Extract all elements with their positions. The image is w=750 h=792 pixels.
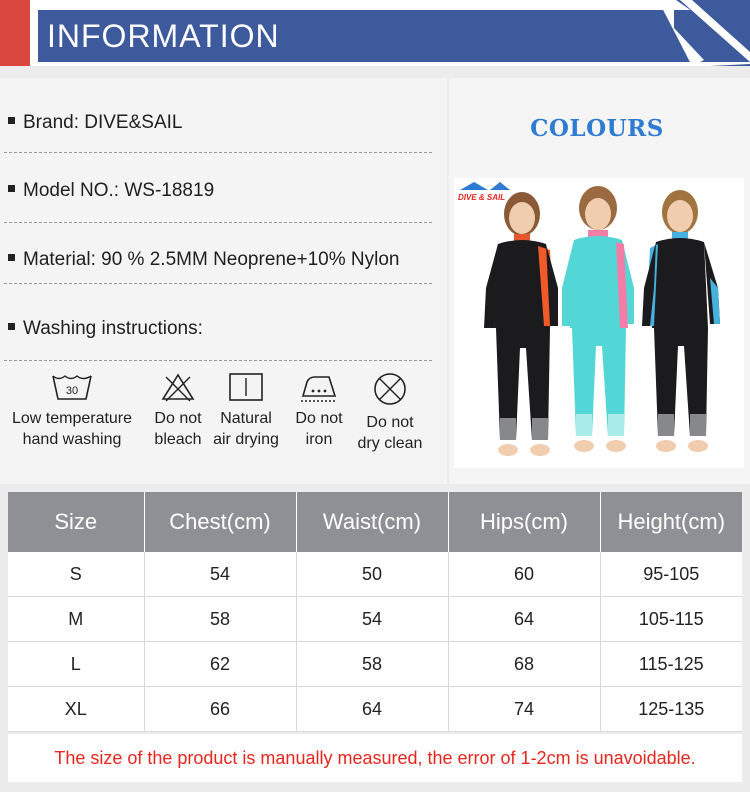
cell-size: L <box>8 642 144 687</box>
cell-waist: 54 <box>296 597 448 642</box>
shark-logo-icon <box>460 182 488 190</box>
wetsuit-aqua-pink <box>562 186 634 452</box>
no-iron-icon <box>299 372 339 402</box>
cell-hips: 74 <box>448 687 600 732</box>
bullet-icon <box>8 185 15 192</box>
header-height: Height(cm) <box>600 492 742 552</box>
table-row <box>8 597 742 642</box>
header-chest: Chest(cm) <box>144 492 296 552</box>
wash-temp-label: 30 <box>65 385 79 397</box>
care-label-line1: Do not <box>154 410 202 427</box>
header-hips: Hips(cm) <box>448 492 600 552</box>
care-no-bleach <box>148 372 208 450</box>
brand-row <box>8 112 433 134</box>
header-waist: Waist(cm) <box>296 492 448 552</box>
size-table-header <box>8 492 742 552</box>
banner-red-accent <box>0 0 30 66</box>
wash-30-icon <box>50 372 94 402</box>
divider <box>4 283 432 284</box>
wetsuit-kids-illustration <box>454 178 744 468</box>
product-photo <box>454 178 744 468</box>
measurement-note: The size of the product is manually measured, the error of 1-2cm is unavoidable. <box>8 734 742 782</box>
care-label-line2: air drying <box>213 431 279 448</box>
cell-size: S <box>8 552 144 597</box>
washing-row <box>8 318 433 340</box>
cell-hips: 68 <box>448 642 600 687</box>
table-row <box>8 687 742 732</box>
care-no-dry-clean <box>352 372 428 454</box>
care-label-line2: bleach <box>154 431 202 448</box>
table-row <box>8 642 742 687</box>
bullet-icon <box>8 254 15 261</box>
care-no-iron <box>289 372 349 450</box>
material-row <box>8 249 433 271</box>
cell-chest: 62 <box>144 642 296 687</box>
model-text: Model NO.: WS-18819 <box>23 180 215 201</box>
care-label-line2: iron <box>305 431 333 448</box>
cell-height: 105-115 <box>600 597 742 642</box>
header-size: Size <box>8 492 144 552</box>
washing-text: Washing instructions: <box>23 318 203 339</box>
size-table <box>8 492 742 732</box>
cell-size: XL <box>8 687 144 732</box>
care-label-line2: hand washing <box>22 431 122 448</box>
header-banner <box>0 0 750 66</box>
care-label-line1: Do not <box>366 414 414 431</box>
divider <box>4 360 432 361</box>
bullet-icon <box>8 323 15 330</box>
care-hand-wash <box>6 372 138 450</box>
model-row <box>8 180 433 202</box>
wetsuit-black-orange <box>484 192 558 456</box>
care-label-line1: Natural <box>220 410 272 427</box>
divider <box>4 152 432 153</box>
bullet-icon <box>8 117 15 124</box>
cell-waist: 58 <box>296 642 448 687</box>
cell-hips: 64 <box>448 597 600 642</box>
colours-title: COLOURS <box>530 115 664 142</box>
dry-flat-icon <box>228 372 264 402</box>
page-title: INFORMATION <box>47 18 280 54</box>
care-air-dry <box>208 372 284 450</box>
no-bleach-icon <box>160 372 196 402</box>
care-label-line1: Do not <box>295 410 343 427</box>
cell-waist: 50 <box>296 552 448 597</box>
cell-waist: 64 <box>296 687 448 732</box>
cell-size: M <box>8 597 144 642</box>
cell-chest: 66 <box>144 687 296 732</box>
cell-height: 125-135 <box>600 687 742 732</box>
care-label-line2: dry clean <box>357 435 423 452</box>
material-text: Material: 90 % 2.5MM Neoprene+10% Nylon <box>23 249 400 270</box>
cell-height: 95-105 <box>600 552 742 597</box>
care-label-line1: Low temperature <box>11 410 133 427</box>
cell-hips: 60 <box>448 552 600 597</box>
cell-chest: 58 <box>144 597 296 642</box>
cell-height: 115-125 <box>600 642 742 687</box>
no-dry-clean-icon <box>372 372 408 406</box>
divider <box>4 222 432 223</box>
cell-chest: 54 <box>144 552 296 597</box>
corner-stripes-decoration <box>640 0 750 66</box>
wetsuit-black-blue <box>642 190 720 452</box>
brand-logo-text: DIVE & SAIL <box>458 193 506 202</box>
brand-text: Brand: DIVE&SAIL <box>23 112 183 133</box>
table-row <box>8 552 742 597</box>
